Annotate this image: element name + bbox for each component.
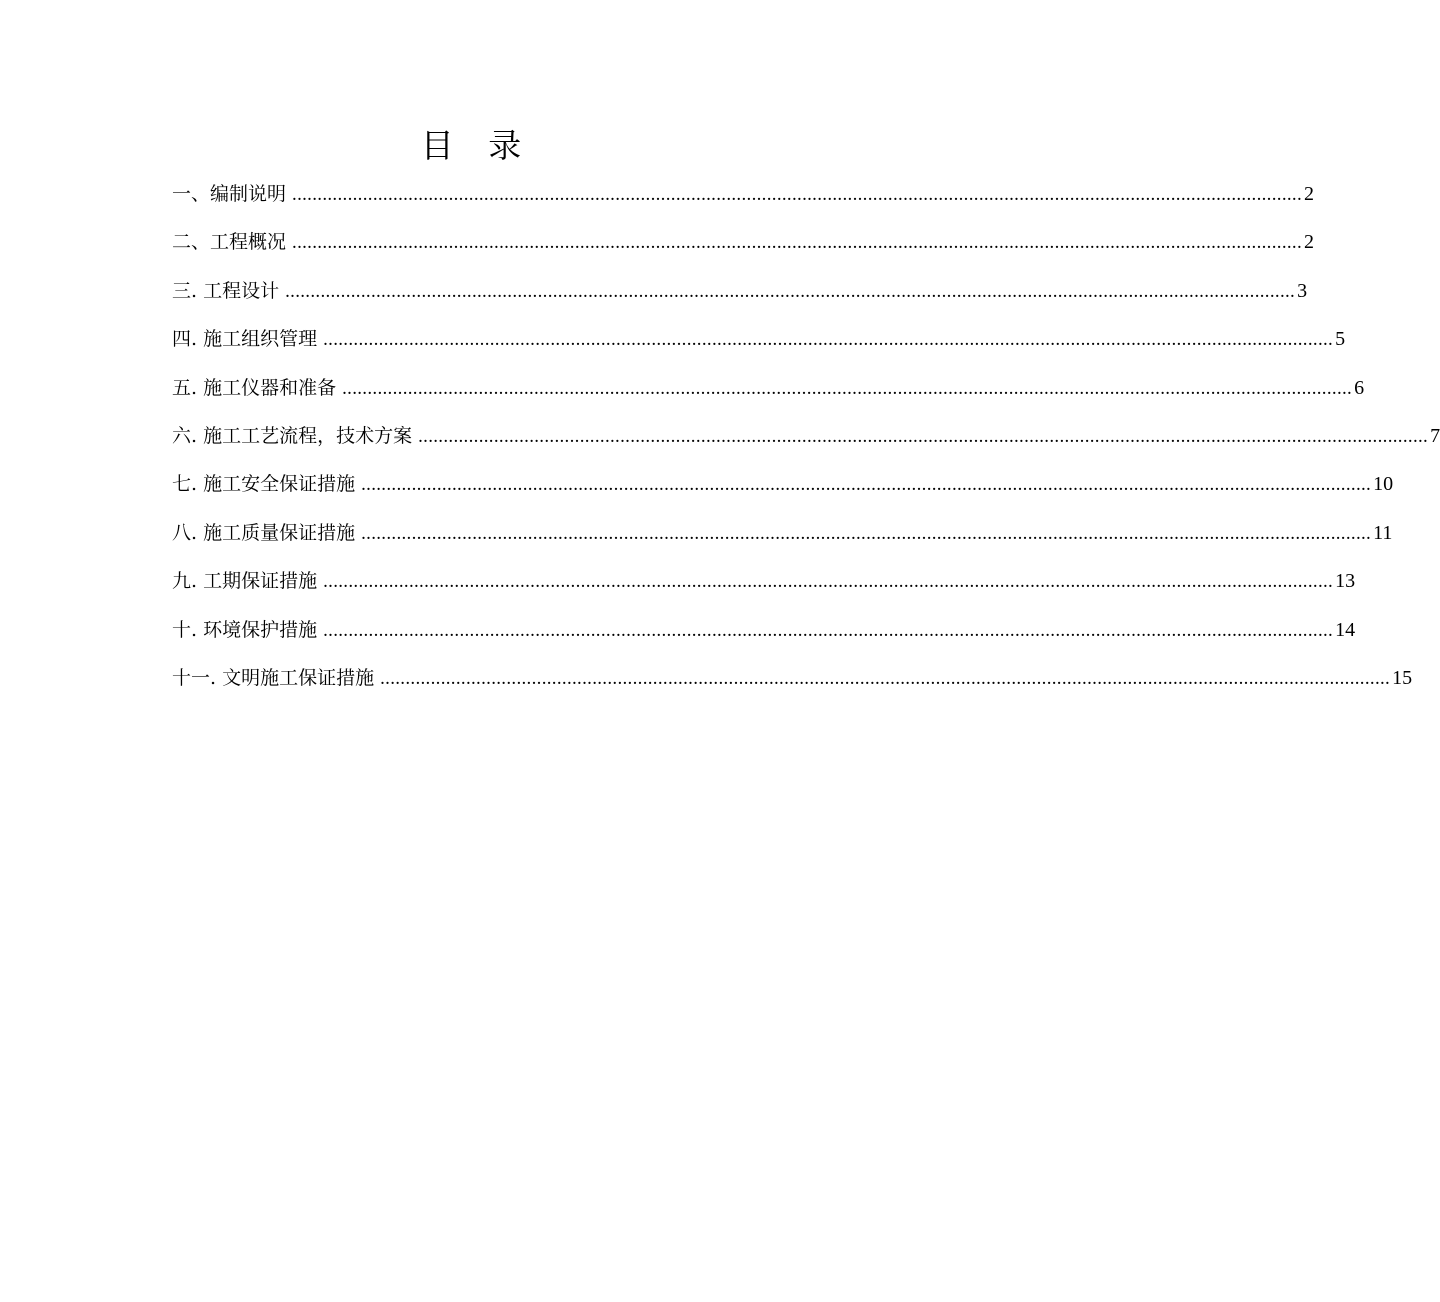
toc-entry[interactable] bbox=[172, 176, 1315, 224]
toc-dot-leader: ........................................................................................................................................................................................................ bbox=[323, 571, 1334, 593]
toc-entry-page: 15 bbox=[1392, 666, 1413, 689]
toc-entry-label: 九. 工期保证措施 bbox=[172, 570, 318, 593]
toc-entry-label: 二、工程概况 bbox=[172, 231, 287, 254]
toc-entry-page: 7 bbox=[1430, 424, 1440, 447]
toc-entry[interactable] bbox=[172, 515, 1393, 563]
toc-entry-page: 5 bbox=[1335, 328, 1346, 351]
toc-dot-leader: ........................................................................................................................................................................................................ bbox=[323, 329, 1334, 351]
toc-entry-page: 13 bbox=[1335, 570, 1356, 593]
toc-entry-page: 11 bbox=[1373, 521, 1393, 544]
toc-dot-leader: ........................................................................................................................................................................................................ bbox=[285, 280, 1296, 302]
toc-entry-label: 一、编制说明 bbox=[172, 183, 287, 205]
toc-entry-label: 十. 环境保护措施 bbox=[172, 618, 318, 641]
toc-dot-leader: ........................................................................................................................................................................................................ bbox=[380, 667, 1391, 689]
toc-entry-page: 10 bbox=[1373, 473, 1394, 496]
toc-entry-page: 6 bbox=[1354, 376, 1365, 399]
toc-entry-label: 五. 施工仪器和准备 bbox=[172, 376, 337, 399]
toc-entry[interactable] bbox=[172, 466, 1394, 514]
toc-dot-leader: ........................................................................................................................................................................................................ bbox=[361, 474, 1372, 496]
toc-entry-label: 三. 工程设计 bbox=[172, 279, 280, 302]
toc-entry-label: 七. 施工安全保证措施 bbox=[172, 473, 356, 496]
toc-entry[interactable] bbox=[172, 224, 1315, 272]
toc-entry-label: 六. 施工工艺流程，技术方案 bbox=[172, 424, 413, 447]
toc-entry-label: 八. 施工质量保证措施 bbox=[172, 521, 356, 544]
toc-dot-leader: ........................................................................................................................................................................................................ bbox=[342, 377, 1353, 399]
toc-entry-label: 十一. 文明施工保证措施 bbox=[172, 666, 375, 689]
toc-dot-leader: ........................................................................................................................................................................................................ bbox=[361, 522, 1372, 544]
toc-entry[interactable] bbox=[172, 370, 1365, 418]
toc-entry[interactable] bbox=[172, 563, 1356, 611]
toc-entry[interactable] bbox=[172, 418, 1440, 466]
toc-entry-page: 2 bbox=[1304, 231, 1315, 254]
toc-dot-leader: ........................................................................................................................................................................................................ bbox=[292, 184, 1303, 205]
toc-entry[interactable] bbox=[172, 273, 1308, 321]
toc-title: 目 录 bbox=[420, 126, 534, 165]
toc-entry[interactable] bbox=[172, 660, 1413, 708]
toc-entry[interactable] bbox=[172, 612, 1356, 660]
toc-entry[interactable] bbox=[172, 321, 1346, 369]
toc-entry-page: 14 bbox=[1335, 618, 1356, 641]
toc-entry-page: 2 bbox=[1304, 183, 1315, 205]
toc-dot-leader: ........................................................................................................................................................................................................ bbox=[292, 232, 1303, 254]
toc-entry-label: 四. 施工组织管理 bbox=[172, 328, 318, 351]
toc-dot-leader: ........................................................................................................................................................................................................ bbox=[323, 619, 1334, 641]
toc-entry-page: 3 bbox=[1297, 279, 1308, 302]
toc-dot-leader: ........................................................................................................................................................................................................ bbox=[418, 425, 1429, 447]
table-of-contents bbox=[172, 176, 1440, 708]
